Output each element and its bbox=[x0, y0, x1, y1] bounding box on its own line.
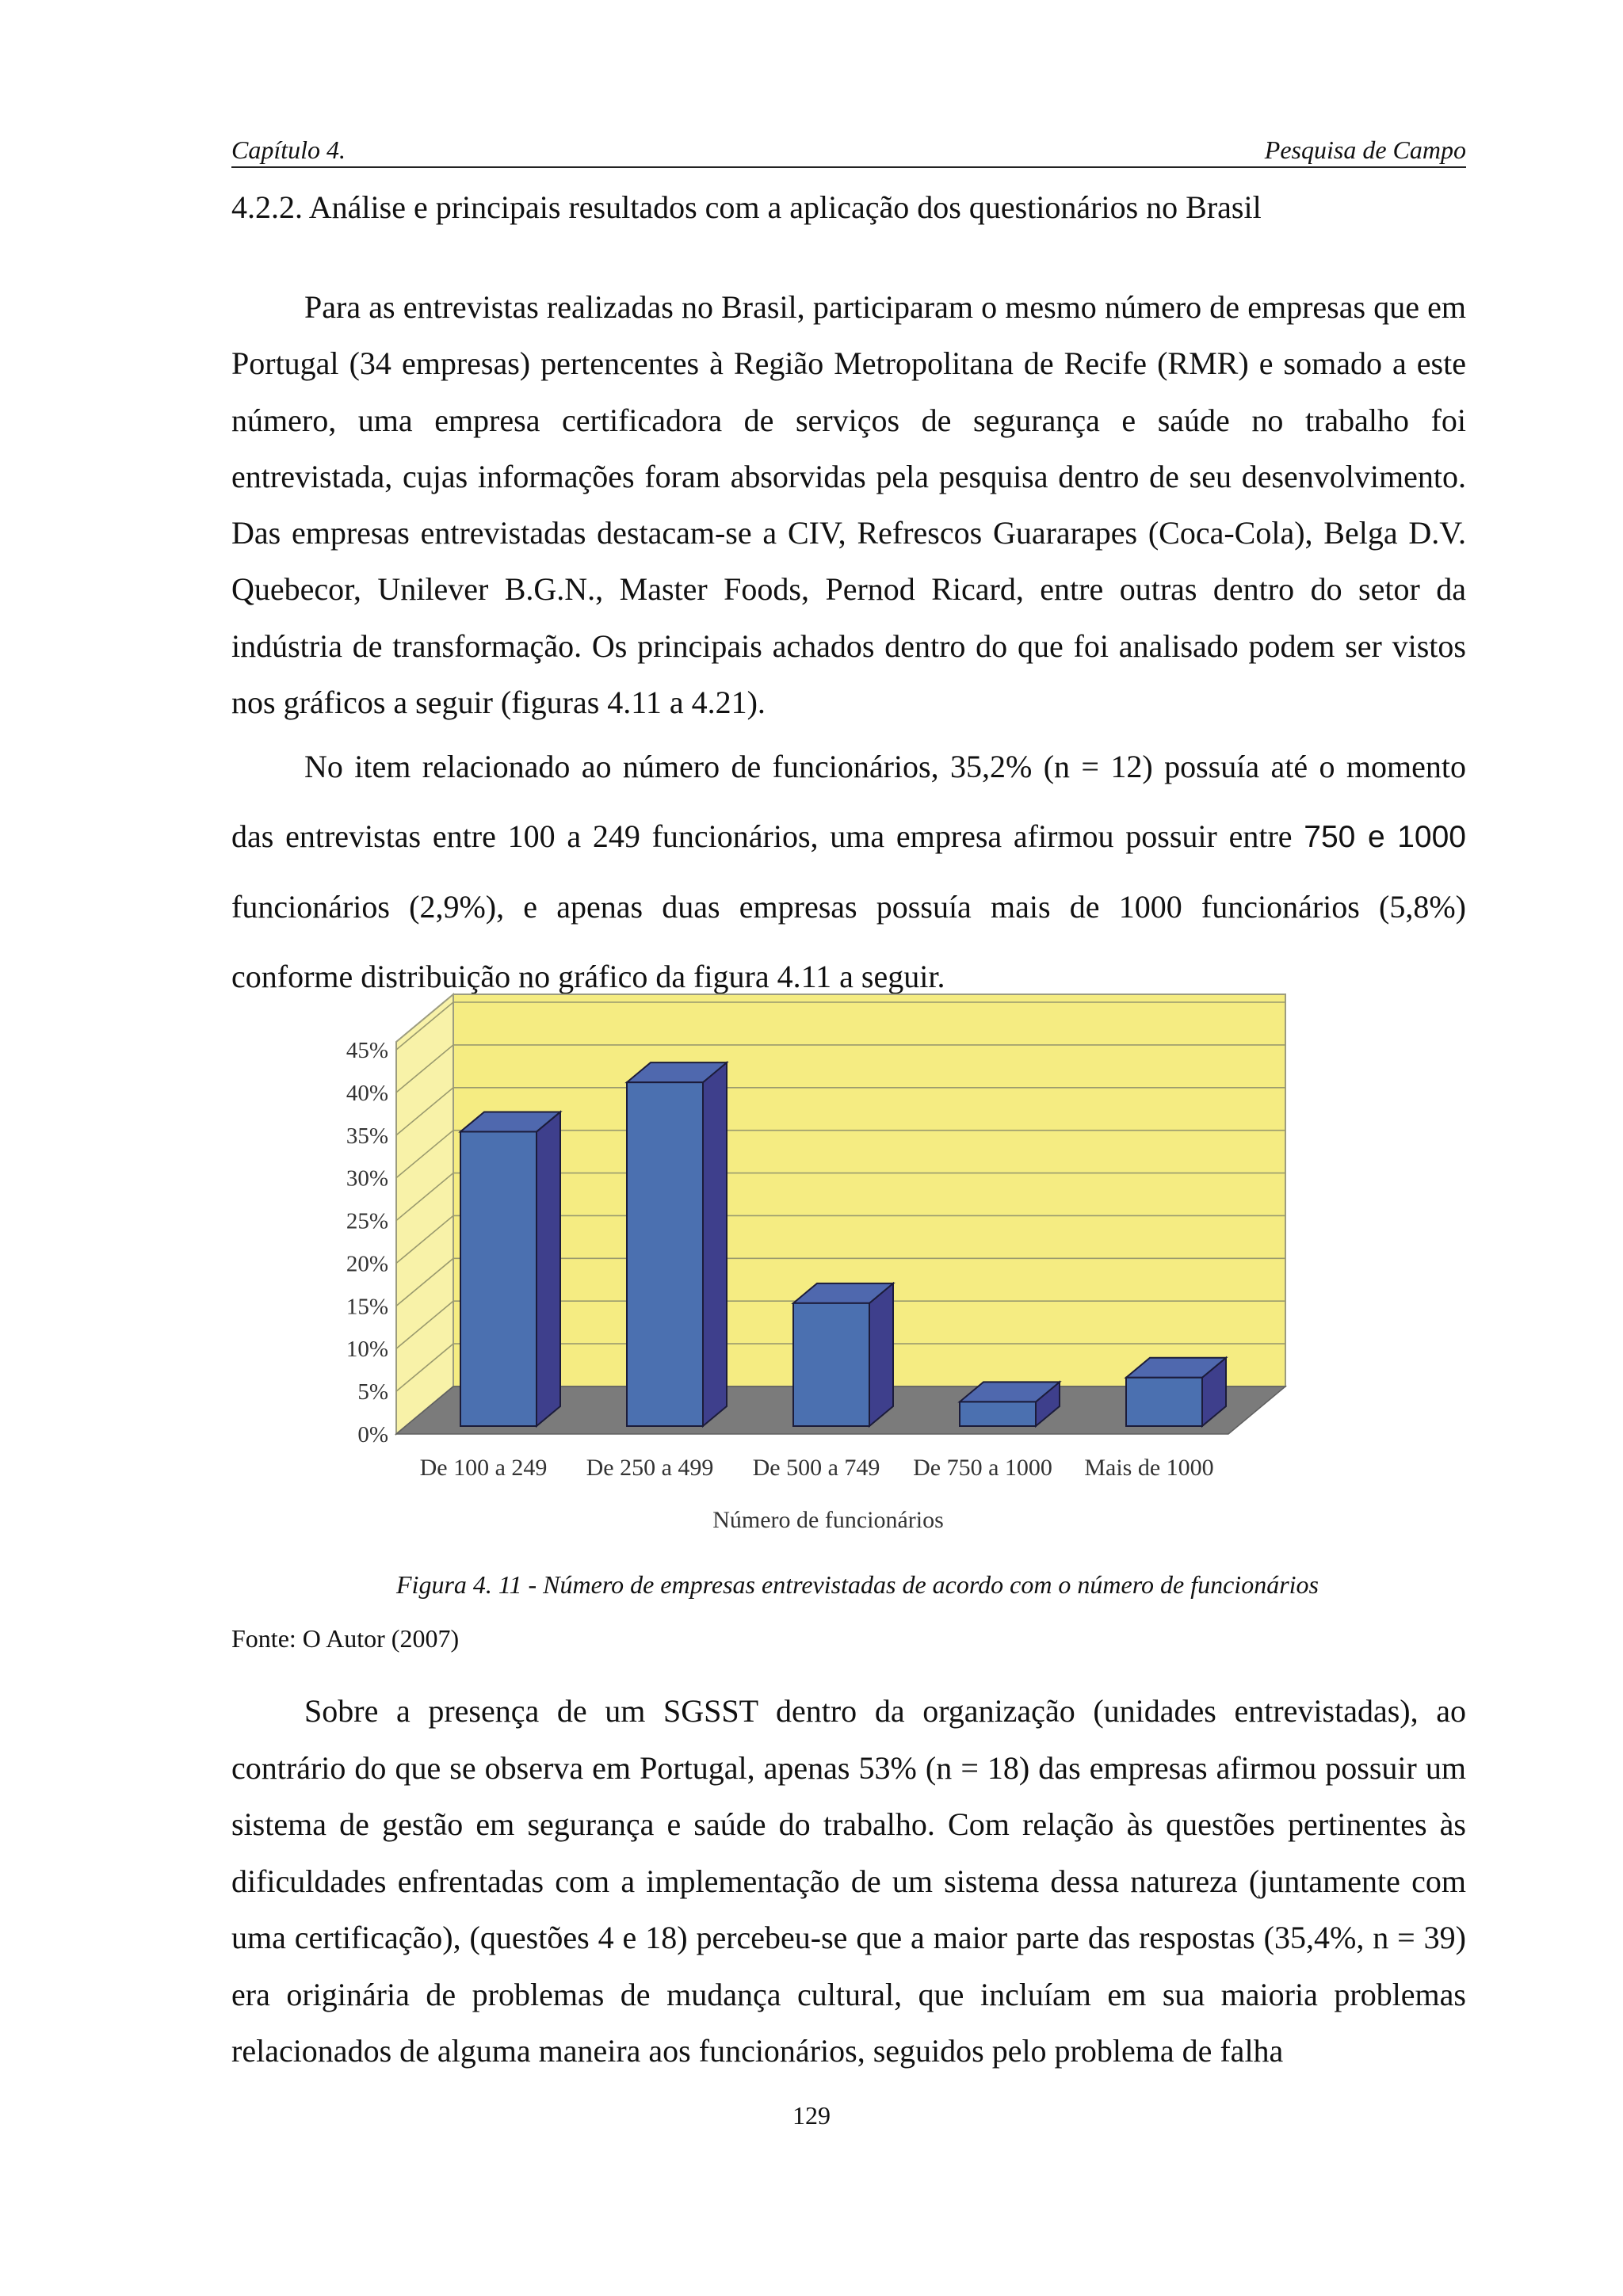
figure-source: Fonte: O Autor (2007) bbox=[231, 1624, 460, 1653]
chart-bar-side bbox=[703, 1062, 727, 1426]
chart-y-tick-label: 0% bbox=[357, 1422, 388, 1447]
chart-bar bbox=[460, 1131, 537, 1426]
chart-y-tick-label: 35% bbox=[346, 1123, 388, 1149]
chart-bar bbox=[1126, 1378, 1202, 1426]
chart-y-tick-label: 25% bbox=[346, 1208, 388, 1234]
chart-y-tick-label: 20% bbox=[346, 1251, 388, 1277]
chart-x-tick-label: De 250 a 499 bbox=[586, 1455, 714, 1481]
paragraph-employees-range: 750 e 1000 bbox=[1304, 820, 1466, 854]
chart-y-tick-label: 10% bbox=[346, 1337, 388, 1363]
section-title: 4.2.2. Análise e principais resultados com a aplicação dos questionários no Brasil bbox=[231, 189, 1262, 225]
paragraph-sgsst: Sobre a presença de um SGSST dentro da organização (unidades entrevistadas), ao contrário do que se observa em Portugal, apenas 53% (n = 18) das empresas afirmou possuir um sistema de gestão em segurança e saúde do trabalho. Com relação às questões pertinentes às dificuldades enfrentadas com a implementação de um sistema dessa natureza (juntamente com uma certificação), (questões 4 e 18) percebeu-se que a maior parte das respostas (35,4%, n = 39) era originária de problemas de mudança cultural, que incluíam em sua maioria problemas relacionados de alguma maneira aos funcionários, seguidos pelo problema de falha bbox=[231, 1693, 1466, 2069]
chart-x-axis-title: Número de funcionários bbox=[712, 1507, 944, 1533]
page-header bbox=[231, 132, 1466, 168]
chart-x-tick-label: De 750 a 1000 bbox=[913, 1455, 1052, 1481]
chart-x-tick-label: De 100 a 249 bbox=[419, 1455, 548, 1481]
figure-caption: Figura 4. 11 - Número de empresas entrevistadas de acordo com o número de funcionários bbox=[396, 1570, 1319, 1599]
page-number: 129 bbox=[792, 2101, 831, 2130]
paragraph-intro: Para as entrevistas realizadas no Brasil, participaram o mesmo número de empresas que em Portugal (34 empresas) pertencentes à Região Metropolitana de Recife (RMR) e somado a este número, uma empresa certificadora de serviços de segurança e saúde no trabalho foi entrevistada, cujas informações foram absorvidas pela pesquisa dentro de seu desenvolvimento. Das empresas entrevistadas destacam-se a CIV, Refrescos Guararapes (Coca-Cola), Belga D.V. Quebecor, Unilever B.G.N., Master Foods, Pernod Ricard, entre outras dentro do setor da indústria de transformação. Os principais achados dentro do que foi analisado podem ser vistos nos gráficos a seguir (figuras 4.11 a 4.21). bbox=[231, 289, 1466, 721]
chart-bar bbox=[793, 1303, 869, 1426]
chart-y-tick-label: 30% bbox=[346, 1165, 388, 1192]
chart-y-tick-label: 15% bbox=[346, 1294, 388, 1320]
chart-y-tick-label: 40% bbox=[346, 1080, 388, 1106]
paragraph-employees bbox=[231, 732, 1466, 1012]
chart-y-tick-label: 5% bbox=[357, 1379, 388, 1405]
chart-bar bbox=[627, 1082, 703, 1426]
chart-y-tick-label: 45% bbox=[346, 1038, 388, 1063]
chart-bar-side bbox=[537, 1112, 560, 1426]
chapter-label: Capítulo 4. bbox=[231, 135, 346, 164]
chart-x-tick-label: De 500 a 749 bbox=[752, 1455, 880, 1481]
paragraph-employees-text-2: funcionários (2,9%), e apenas duas empresas possuía mais de 1000 funcionários (5,8%) conforme distribuição no gráfico da figura 4.11 a seguir. bbox=[231, 889, 1466, 994]
section-label: Pesquisa de Campo bbox=[1264, 135, 1466, 164]
paragraph-employees-text-1: No item relacionado ao número de funcionários, 35,2% (n = 12) possuía até o momento das entrevistas entre 100 a 249 funcionários, uma empresa afirmou possuir entre bbox=[231, 749, 1466, 854]
chart-bar-side bbox=[869, 1283, 893, 1426]
employees-bar-chart bbox=[301, 982, 1395, 1553]
chart-bar bbox=[960, 1402, 1036, 1426]
chart-x-tick-label: Mais de 1000 bbox=[1084, 1455, 1214, 1481]
